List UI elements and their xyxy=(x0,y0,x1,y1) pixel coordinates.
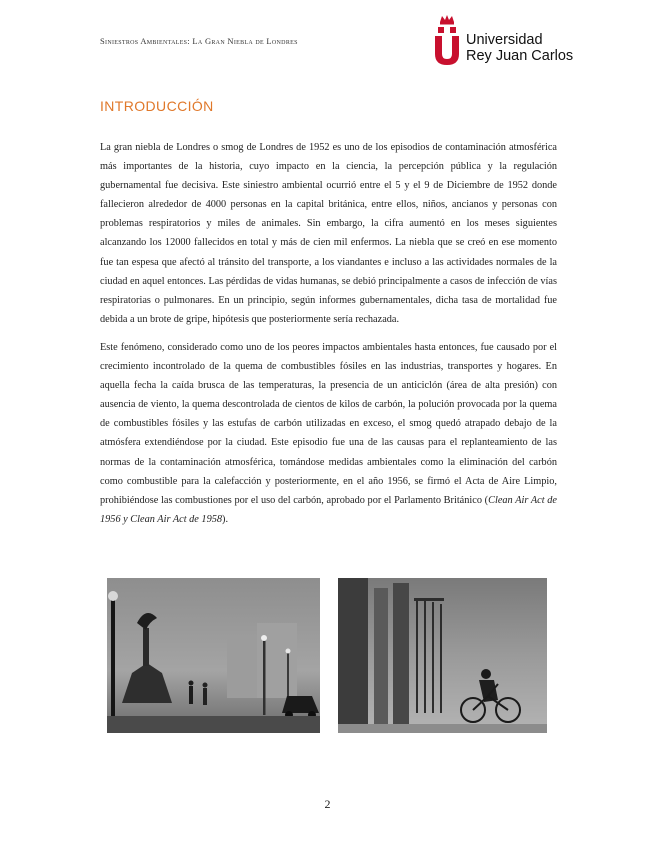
logo-line-2: Rey Juan Carlos xyxy=(466,48,574,64)
paragraph-1: La gran niebla de Londres o smog de Londres de 1952 es uno de los episodios de contaminación atmosférica más importantes de la historia, cuyo impacto en la ciencia, la percepción pública y la regulación gubernamental fue decisiva. Este siniestro ambiental ocurrió entre el 5 y el 9 de Diciembre de 1952 donde fallecieron alrededor de 4000 personas en la capital británica, entre ellos, niños, ancianos y personas con problemas respiratorios y miles de animales. Sin embargo, la cifra aumentó en los meses siguientes alcanzando los 12000 fallecidos en total y más de cien mil enfermos. La niebla que se creó en ese momento fue tan espesa que afectó al tránsito del transporte, a los viandantes e incluso a las actividades normales de la ciudad en aquel entonces. Las pérdidas de vidas humanas, se debió principalmente a casos de infección de vías respiratorias o pulmonares. En un principio, según informes gubernamentales, dicha tasa de mortalidad fue debida a un brote de gripe, hipótesis que posteriormente sería rechazada. xyxy=(100,142,557,325)
logo-line-1: Universidad xyxy=(466,32,543,48)
paragraph-2-italic: Clean Air Act de 1956 y Clean Air Act de 1958 xyxy=(100,494,557,525)
body-text xyxy=(100,138,557,538)
paragraph-2-tail: ). xyxy=(222,513,229,525)
logo-wordmark xyxy=(466,32,573,64)
section-title: INTRODUCCIÓN xyxy=(100,98,214,114)
paragraph-2 xyxy=(100,338,557,529)
paragraph-2-text: Este fenómeno, considerado como uno de los peores impactos ambientales hasta entonces, fue causado por el crecimiento incontrolado de la quema de combustibles fósiles en las industrias, transportes y hogares. En aquella fecha la caída brusca de las temperaturas, la presencia de un anticiclón (área de alta presión) con ausencia de viento, la quema descontrolada de cientos de kilos de carbón, la polución provocada por la quema de combustibles fósiles y las estufas de carbón utilizadas en exceso, el smog quedó atrapado debajo de la atmósfera extendiéndose por la ciudad. Este episodio fue una de las causas para el replanteamiento de las normas de la contaminación atmosférica, tomándose medidas ambientales como la eliminación del carbón como combustible para la calefacción y posteriormente, en el año 1956, se firmó el Acta de Aire Limpio, prohibiéndose las combustiones por el uso del carbón, aprobado por el Parlamento Británico ( xyxy=(100,341,557,506)
urjc-logo-icon xyxy=(432,14,462,66)
page-number: 2 xyxy=(324,797,331,811)
university-logo xyxy=(432,14,574,66)
running-header: Siniestros Ambientales: La Gran Niebla de Londres xyxy=(100,36,298,46)
piccadilly-fog-photo xyxy=(107,578,320,733)
cyclist-fog-photo xyxy=(338,578,547,733)
